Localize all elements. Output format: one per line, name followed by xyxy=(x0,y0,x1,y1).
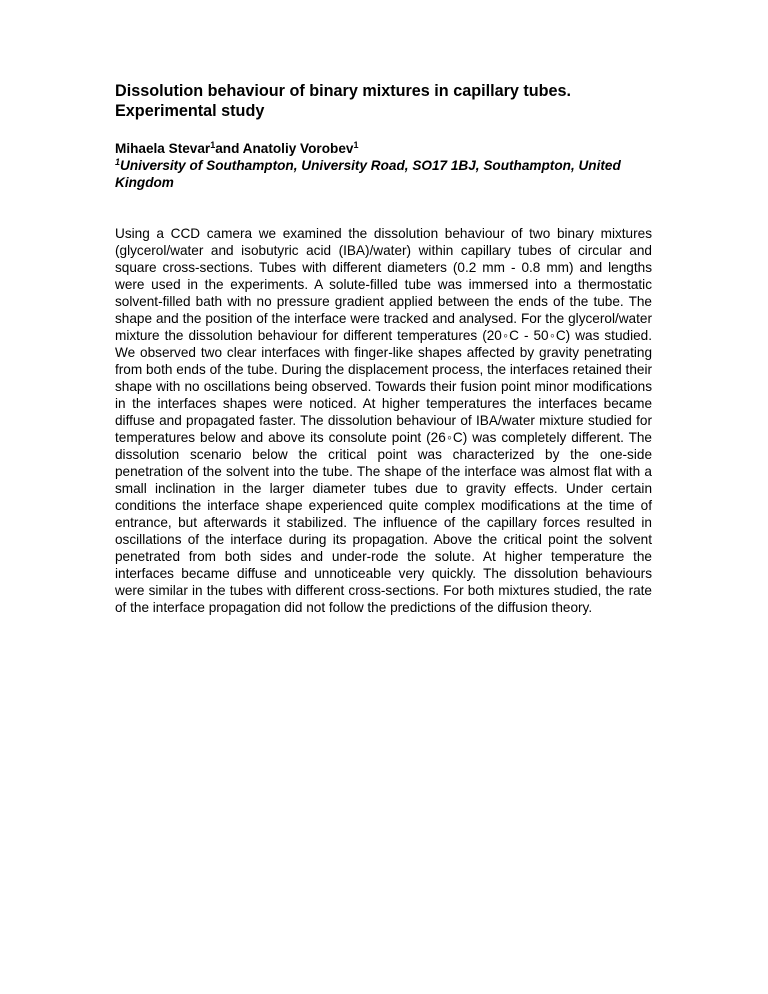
author-name: Mihaela Stevar xyxy=(115,141,211,156)
affiliation-text: University of Southampton, University Road, SO17 1BJ, Southampton, United Kingdom xyxy=(115,158,621,190)
author-name: and Anatoliy Vorobev xyxy=(215,141,354,156)
author-superscript: 1 xyxy=(353,140,359,150)
paper-title: Dissolution behaviour of binary mixtures in capillary tubes. Experimental study xyxy=(115,82,572,120)
affiliation-superscript: 1 xyxy=(115,157,121,167)
affiliation xyxy=(115,157,652,191)
abstract-body: Using a CCD camera we examined the dissolution behaviour of two binary mixtures (glycerol/water and isobutyric acid (IBA)/water) within capillary tubes of circular and square cross-sections. Tubes with different diameters (0.2 mm - 0.8 mm) and lengths were used in the experiments. A solute-filled tube was immersed into a thermostatic solvent-filled bath with no pressure gradient applied between the ends of the tube. The shape and the position of the interface were tracked and analysed. For the glycerol/water mixture the dissolution behaviour for different temperatures (20◦C - 50◦C) was studied. We observed two clear interfaces with finger-like shapes affected by gravity penetrating from both ends of the tube. During the displacement process, the interfaces retained their shape with no oscillations being observed. Towards their fusion point minor modifications in the interfaces shapes were noticed. At higher temperatures the interfaces became diffuse and propagated faster. The dissolution behaviour of IBA/water mixture studied for temperatures below and above its consolute point (26◦C) was completely different. The dissolution scenario below the critical point was characterized by the one-side penetration of the solvent into the tube. The shape of the interface was almost flat with a small inclination in the larger diameter tubes due to gravity effects. Under certain conditions the interface shape experienced quite complex modifications at the time of entrance, but afterwards it stabilized. The influence of the capillary forces resulted in oscillations of the interface during its propagation. Above the critical point the solvent penetrated from both sides and under-rode the solute. At higher temperature the interfaces became diffuse and unnoticeable very quickly. The dissolution behaviours were similar in the tubes with different cross-sections. For both mixtures studied, the rate of the interface propagation did not follow the predictions of the diffusion theory. xyxy=(115,226,652,615)
document-page xyxy=(115,81,652,616)
author-list xyxy=(115,140,652,157)
author-superscript: 1 xyxy=(210,140,216,150)
